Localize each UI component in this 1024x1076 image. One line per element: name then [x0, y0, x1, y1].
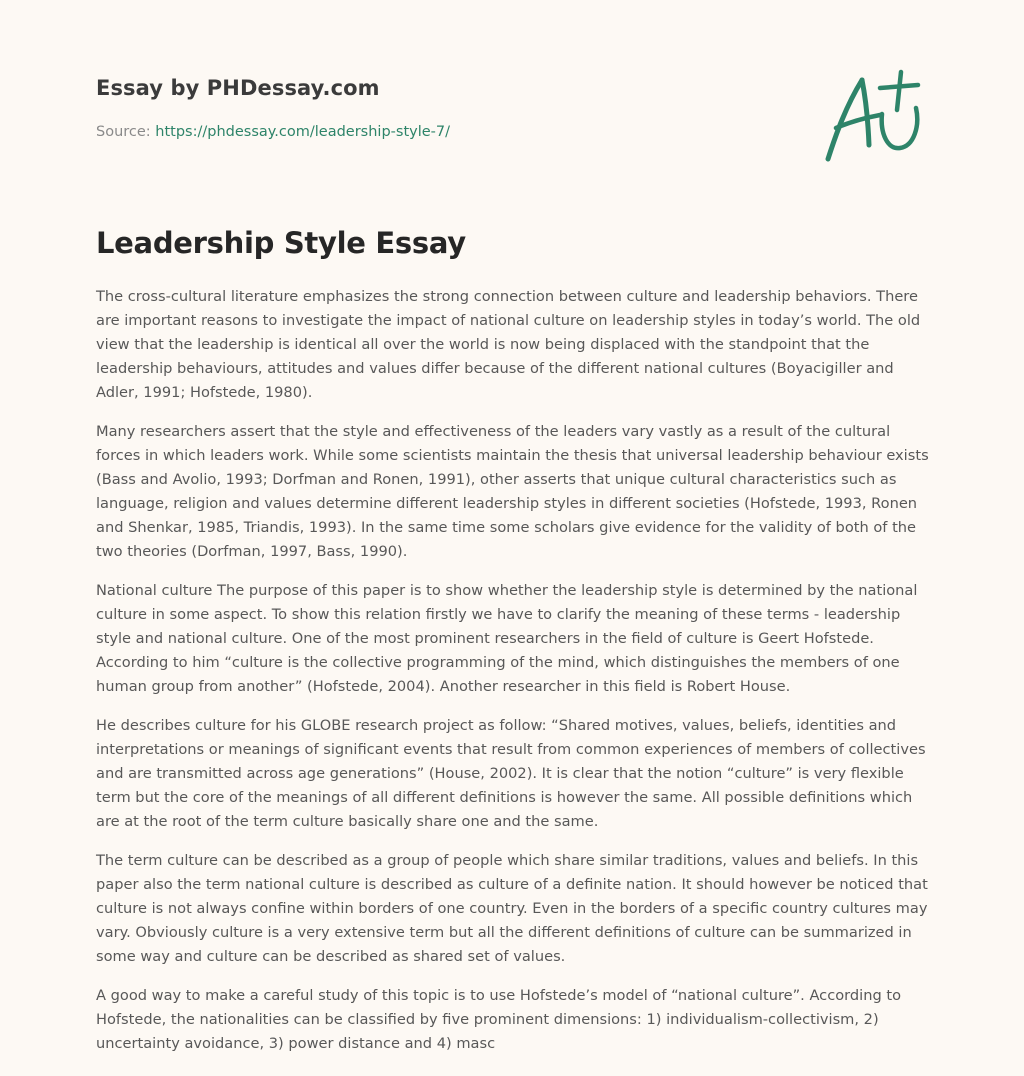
essay-paragraph: The term culture can be described as a group of people which share similar traditions, values and beliefs. In this paper also the term national culture is described as culture of a definite nation. It should however be noticed that culture is not always confine within borders of one country. Even in the borders of a specific country cultures may vary. Obviously culture is a very extensive term but all the different definitions of culture can be summarized in some way and culture can be described as shared set of values. [96, 852, 928, 965]
source-link[interactable]: https://phdessay.com/leadership-style-7/ [155, 124, 451, 140]
essay-paragraph: National culture The purpose of this paper is to show whether the leadership style is determined by the national culture in some aspect. To show this relation firstly we have to clarify the meaning of these terms - leadership style and national culture. One of the most prominent researchers in the field of culture is Geert Hofstede. According to him “culture is the collective programming of the mind, which distinguishes the members of one human group from another” (Hofstede, 2004). Another researcher in this field is Robert House. [96, 582, 918, 695]
essay-paragraph: He describes culture for his GLOBE research project as follow: “Shared motives, values, beliefs, identities and interpretations or meanings of significant events that result from common experiences of members of collectives and are transmitted across age generations” (House, 2002). It is clear that the notion “culture” is very flexible term but the core of the meanings of all different definitions is however the same. All possible definitions which are at the root of the term culture basically share one and the same. [96, 717, 926, 830]
essay-paragraph: Many researchers assert that the style and effectiveness of the leaders vary vastly as a result of the cultural forces in which leaders work. While some scientists maintain the thesis that universal leadership behaviour exists (Bass and Avolio, 1993; Dorfman and Ronen, 1991), other asserts that unique cultural characteristics such as language, religion and values determine different leadership styles in different societies (Hofstede, 1993, Ronen and Shenkar, 1985, Triandis, 1993). In the same time some scholars give evidence for the validity of both of the two theories (Dorfman, 1997, Bass, 1990). [96, 423, 929, 560]
source-line [96, 124, 450, 140]
essay-body [96, 285, 930, 1071]
source-label: Source: [96, 124, 156, 140]
a-plus-logo-icon [822, 68, 930, 164]
essay-title: Leadership Style Essay [96, 226, 466, 260]
essay-paragraph: The cross-cultural literature emphasizes the strong connection between culture and leadership behaviors. There are important reasons to investigate the impact of national culture on leadership styles in today’s world. The old view that the leadership is identical all over the world is now being displaced with the standpoint that the leadership behaviours, attitudes and values differ because of the different national cultures (Boyacigiller and Adler, 1991; Hofstede, 1980). [96, 288, 921, 401]
site-brand: Essay by PHDessay.com [96, 76, 380, 100]
essay-paragraph: A good way to make a careful study of this topic is to use Hofstede’s model of “national culture”. According to Hofstede, the nationalities can be classified by five prominent dimensions: 1) individualism-collectivism, 2) uncertainty avoidance, 3) power distance and 4) masc [96, 987, 902, 1052]
